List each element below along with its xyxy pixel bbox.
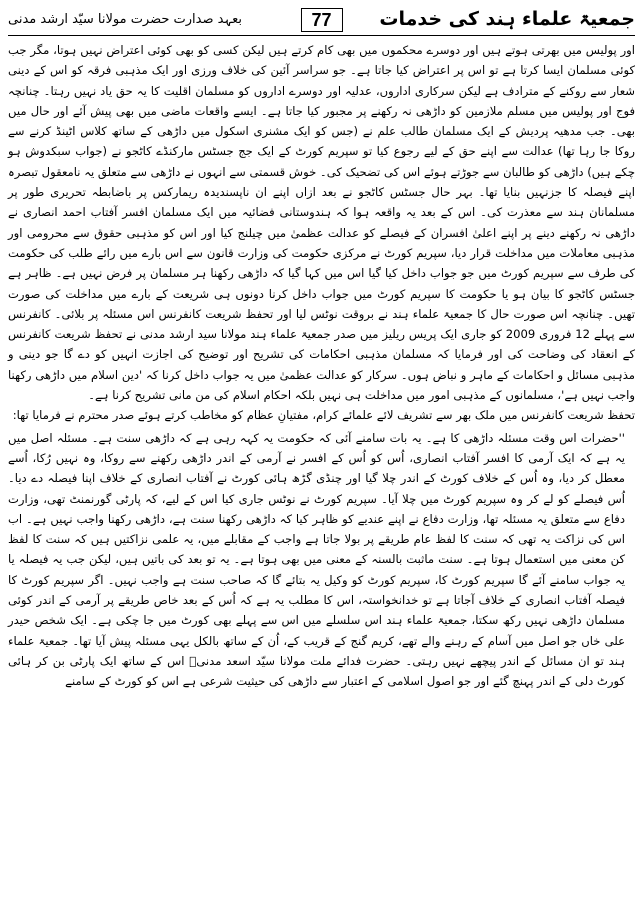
- page-number: 77: [300, 8, 342, 32]
- page-header: [8, 6, 635, 32]
- running-title: جمعیۃ علماء ہند کی خدمات: [379, 8, 635, 30]
- header-divider: [8, 35, 635, 36]
- quote-intro: تحفظ شریعت کانفرنس میں ملک بھر سے تشریف لائے علمائے کرام، مفتیانِ عظام کو مخاطب کرتے ہوئے صدر محترم نے فرمایا تھا:: [12, 408, 635, 423]
- page-body: [8, 40, 635, 692]
- speech-quote: ''حضرات اس وقت مسئلہ داڑھی کا ہے۔ یہ بات سامنے آئی کہ حکومت یہ کہہ رہی ہے کہ داڑھی سنت ہے۔ مسئلہ اصل میں یہ ہے کہ ایک آرمی کا افسر آفتاب انصاری، اُس کو اُس کے افسر نے آرمی کے اندر داڑھی رکھنے سے روکا، وہ نہیں رُکا، اُسے معطل کر دیا، وہ اُس کے خلاف کورٹ کے اندر چلا گیا اور چنڈی گڑھ ہائی کورٹ نے آفتاب انصاری کے خلاف اپنا فیصلہ دے دیا۔ اُس فیصلے کو لے کر وہ سپریم کورٹ میں چلا آیا۔ سپریم کورٹ نے نوٹس جاری کیا اس کے لیے، کہ پارٹی گورنمنٹ تھی، وزارت دفاع سے متعلق یہ مسئلہ تھا، وزارت دفاع نے اپنے عندیے کو ظاہر کیا کہ داڑھی رکھنا سنت ہے، داڑھی رکھنا واجب نہیں ہے۔ اب اس کی نزاکت یہ تھی کہ سنت کا لفظ عام طریقے پر بولا جاتا ہے واجب کے مقابلے میں، یہ علمی نزاکتیں ہیں کہ سنت کا لفظ کن معنی میں استعمال ہوتا ہے۔ سنت ماثبت بالسنہ کے معنی میں بھی ہوتا ہے۔ یہ تو بعد کی باتیں ہیں، لیکن جب یہ فیصلہ یا یہ جواب سامنے آئے گا سپریم کورٹ کا، سپریم کورٹ کو وکیل یہ بتائے گا کہ صاحب سنت ہے واجب نہیں۔ اگر سپریم کورٹ کا فیصلہ آفتاب انصاری کے خلاف آجاتا ہے تو خدانخواستہ، اس کا مطلب یہ ہے کہ اُس کے بعد خاص طریقے پر آرمی کے اندر کوئی مسلمان داڑھی نہیں رکھ سکتا، جمعیۃ علماء ہند اس سلسلے میں اس سے پہلے بھی کورٹ میں جا چکی ہے۔ ایک شخص حیدر علی خاں جو اصل میں آسام کے رہنے والے تھے، کریم گنج کے قریب کے، اُن کے ساتھ بالکل یہی مسئلہ پیش آیا تھا۔ جمعیۃ علماء ہند تو ان مسائل کے اندر پیچھے نہیں رہتی۔ حضرت فدائے ملت مولانا سیّد اسعد مدنیؒ اس کے ساتھ ایک پارٹی بن کر ہائی کورٹ دلی کے اندر پہنچ گئے اور جو اصول اسلامی کے اعتبار سے داڑھی کی حیثیت شرعی ہے اس کو کورٹ کے سامنے: [8, 430, 625, 689]
- running-subtitle: بعہد صدارت حضرت مولانا سیّد ارشد مدنی: [8, 11, 242, 27]
- body-paragraph: اور پولیس میں بھرتی ہوتے ہیں اور دوسرے محکموں میں بھی کام کرتے ہیں لیکن کسی کو بھی کوئی اعتراض نہیں ہوتا، مگر جب کوئی مسلمان ایسا کرتا ہے تو اس پر اعتراض کیا جاتا ہے۔ جو سراسر آئین کی خلاف ورزی اور ایک مذہبی فرقہ کو اس کے دینی شعار سے روکنے کے مترادف ہے لیکن سرکاری اداروں، عدلیہ اور دوسرے اداروں کو مسلمان اقلیت کا یہ حق یاد نہیں رہتا۔ چنانچہ فوج اور پولیس میں مسلم ملازمین کو داڑھی نہ رکھنے پر مجبور کیا جاتا ہے۔ ایسے واقعات ماضی میں بھی پیش آئے اور حال میں بھی۔ جب مدھیہ پردیش کے ایک مسلمان طالب علم نے (جس کو ایک مشنری اسکول میں داڑھی کے ساتھ کلاس اٹینڈ کرنے سے روکا جا رہا تھا) عدالت سے اپنے حق کے لیے رجوع کیا تو سپریم کورٹ کے ایک جج جسٹس مارکنڈے کاٹجو نے (جواب سبکدوش ہو چکے ہیں) داڑھی کو طالبان سے جوڑتے ہوئے اس کی تضحیک کی۔ خوش قسمتی سے انہوں نے داڑھی سے متعلق یہ نامعقول تبصرہ اپنے فیصلہ کا جزنہیں بنایا تھا۔ بہر حال جسٹس کاٹجو نے بعد ازاں اپنے ان ناپسندیدہ ریمارکس پر باضابطہ تحریری طور پر مسلمانان ہند سے معذرت کی۔ اس کے بعد یہ واقعہ ہوا کہ ہندوستانی فضائیہ میں ایک مسلمان افسر آفتاب احمد انصاری نے داڑھی نہ رکھنے دینے پر اپنے اعلیٰ افسران کے فیصلے کو عدالت عظمیٰ میں چیلنج کیا اور اس کو مذہبی حقوق سے محرومی اور مذہبی معاملات میں مداخلت قرار دیا، سپریم کورٹ نے مرکزی حکومت کی وزارت قانون سے اس بارے میں رائے طلب کی حکومت کی طرف سے سپریم کورٹ میں جو جواب داخل کیا گیا اس میں کہا گیا کہ داڑھی رکھنا ہر مسلمان پر فرض نہیں ہے۔ ظاہر ہے جسٹس کاٹجو کا بیان ہو یا حکومت کا سپریم کورٹ میں جواب داخل کرنا دونوں ہی شریعت کے بارے میں مداخلت کی صورت تھیں۔ چنانچہ اس صورت حال کا جمعیۃ علماء ہند نے بروقت نوٹس لیا اور تحفظ شریعت کانفرنس اس مسئلہ پر بلائی۔ کانفرنس سے پہلے 12 فروری 2009 کو جاری ایک پریس ریلیز میں صدر جمعیۃ علماء ہند مولانا سید ارشد مدنی نے تحفظ شریعت کانفرنس کے انعقاد کی وضاحت کی اور فرمایا کہ مسلمان مذہبی احکامات کی تشریح اور توضیح کی اجازت انہیں کو دے گا جو دینی و مذہبی مسائل و احکامات کے ماہر و نباض ہوں۔ سرکار کو عدالت عظمیٰ میں یہ جواب داخل کرنا کہ 'دین اسلام میں داڑھی رکھنا واجب نہیں ہے'، مسلمانوں کے مذہبی امور میں مداخلت ہی نہیں بلکہ احکام اسلام کی من مانی تشریح کرنا ہے۔: [8, 43, 635, 403]
